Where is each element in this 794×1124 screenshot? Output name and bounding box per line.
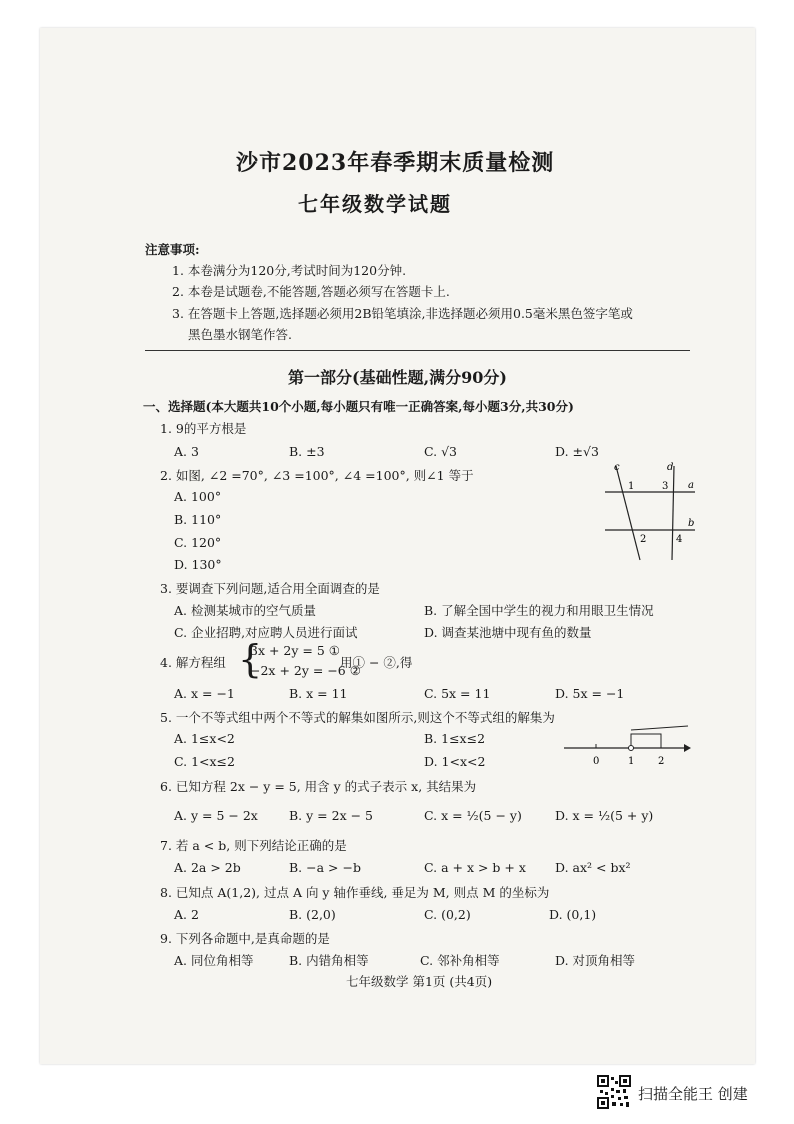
angle-4: 4 xyxy=(676,534,683,545)
q3-stem: 3. 要调查下列问题,适合用全面调查的是 xyxy=(160,581,380,596)
scanner-brand-label: 扫描全能王 创建 xyxy=(638,1085,748,1103)
q5-option-d: D. 1<x<2 xyxy=(424,754,486,769)
q4-eq1: 3x + 2y = 5 ① xyxy=(250,643,340,658)
label-b: b xyxy=(688,518,695,529)
q1-option-d: D. ±√3 xyxy=(555,444,599,459)
q3-option-a: A. 检测某城市的空气质量 xyxy=(174,603,316,618)
q1-stem: 1. 9的平方根是 xyxy=(160,421,247,436)
angle-1: 1 xyxy=(628,481,635,492)
open-point-1 xyxy=(629,746,634,751)
q4-option-a: A. x = −1 xyxy=(174,686,235,701)
label-d: d xyxy=(667,462,674,473)
q9-option-d: D. 对顶角相等 xyxy=(555,953,636,968)
notice-item-3-cont: 黑色墨水钢笔作答. xyxy=(188,327,292,342)
q3-option-b: B. 了解全国中学生的视力和用眼卫生情况 xyxy=(424,603,654,618)
q6-stem: 6. 已知方程 2x − y = 5, 用含 y 的式子表示 x, 其结果为 xyxy=(160,779,477,794)
q7-stem: 7. 若 a < b, 则下列结论正确的是 xyxy=(160,838,347,853)
label-a: a xyxy=(688,480,694,491)
q9-option-b: B. 内错角相等 xyxy=(289,953,369,968)
notice-heading: 注意事项: xyxy=(145,242,200,257)
q2-stem: 2. 如图, ∠2 =70°, ∠3 =100°, ∠4 =100°, 则∠1 等于 xyxy=(160,468,474,483)
q2-option-c: C. 120° xyxy=(174,535,222,550)
q7-option-b: B. −a > −b xyxy=(289,860,361,875)
q4-tail: 用① − ②,得 xyxy=(340,655,413,670)
q3-option-c: C. 企业招聘,对应聘人员进行面试 xyxy=(174,625,358,640)
q2-option-d: D. 130° xyxy=(174,557,222,572)
q8-option-d: D. (0,1) xyxy=(549,907,597,922)
q1-option-c: C. √3 xyxy=(424,444,457,459)
line-d xyxy=(672,466,674,560)
q5-stem: 5. 一个不等式组中两个不等式的解集如图所示,则这个不等式组的解集为 xyxy=(160,710,555,725)
q1-option-a: A. 3 xyxy=(174,444,199,459)
q8-option-b: B. (2,0) xyxy=(289,907,336,922)
q8-option-c: C. (0,2) xyxy=(424,907,471,922)
part1-title: 第一部分(基础性题,满分90分) xyxy=(288,368,507,387)
q4-option-d: D. 5x = −1 xyxy=(555,686,625,701)
page-footer: 七年级数学 第1页 (共4页) xyxy=(346,974,493,989)
exam-title: 沙市2023年春季期末质量检测 xyxy=(236,150,555,176)
label-c: c xyxy=(614,462,620,473)
q1-option-b: B. ±3 xyxy=(289,444,325,459)
tick-label-1: 1 xyxy=(628,756,635,767)
notice-item-2: 2. 本卷是试题卷,不能答题,答题必须写在答题卡上. xyxy=(172,284,450,299)
q7-option-a: A. 2a > 2b xyxy=(174,860,241,875)
q8-stem: 8. 已知点 A(1,2), 过点 A 向 y 轴作垂线, 垂足为 M, 则点 M 的坐标为 xyxy=(160,885,550,900)
q3-option-d: D. 调查某池塘中现有鱼的数量 xyxy=(424,625,592,640)
q9-stem: 9. 下列各命题中,是真命题的是 xyxy=(160,931,330,946)
q6-option-d: D. x = ½(5 + y) xyxy=(555,808,654,823)
q4-eq2: −2x + 2y = −6 ② xyxy=(250,663,361,678)
q2-option-a: A. 100° xyxy=(174,489,222,504)
axis-arrow xyxy=(684,744,691,752)
angle-3: 3 xyxy=(662,481,669,492)
q2-figure xyxy=(600,458,700,566)
tick-label-0: 0 xyxy=(593,756,600,767)
angle-2: 2 xyxy=(640,534,647,545)
interval-ray xyxy=(631,726,688,730)
q4-option-b: B. x = 11 xyxy=(289,686,348,701)
q4-stem: 4. 解方程组 xyxy=(160,655,226,670)
q5-option-b: B. 1≤x≤2 xyxy=(424,731,486,746)
q5-option-c: C. 1<x≤2 xyxy=(174,754,235,769)
section-heading: 一、选择题(本大题共10个小题,每小题只有唯一正确答案,每小题3分,共30分) xyxy=(143,399,574,414)
q9-option-a: A. 同位角相等 xyxy=(174,953,254,968)
q6-option-c: C. x = ½(5 − y) xyxy=(424,808,522,823)
q5-option-a: A. 1≤x<2 xyxy=(174,731,235,746)
q4-option-c: C. 5x = 11 xyxy=(424,686,491,701)
q6-option-a: A. y = 5 − 2x xyxy=(174,808,258,823)
notice-item-1: 1. 本卷满分为120分,考试时间为120分钟. xyxy=(172,263,407,278)
q7-option-c: C. a + x > b + x xyxy=(424,860,526,875)
q5-number-line xyxy=(560,722,692,770)
q4-brace: { xyxy=(238,637,263,681)
notice-item-3: 3. 在答题卡上答题,选择题必须用2B铅笔填涂,非选择题必须用0.5毫米黑色签字笔或 xyxy=(172,306,633,321)
q8-option-a: A. 2 xyxy=(174,907,199,922)
header-divider xyxy=(145,350,690,351)
qr-code-icon xyxy=(597,1075,631,1109)
q2-option-b: B. 110° xyxy=(174,512,222,527)
interval-bracket-1 xyxy=(631,734,661,744)
tick-label-2: 2 xyxy=(658,756,665,767)
q6-option-b: B. y = 2x − 5 xyxy=(289,808,373,823)
exam-subtitle: 七年级数学试题 xyxy=(298,192,452,216)
q9-option-c: C. 邻补角相等 xyxy=(420,953,500,968)
q7-option-d: D. ax² < bx² xyxy=(555,860,631,875)
